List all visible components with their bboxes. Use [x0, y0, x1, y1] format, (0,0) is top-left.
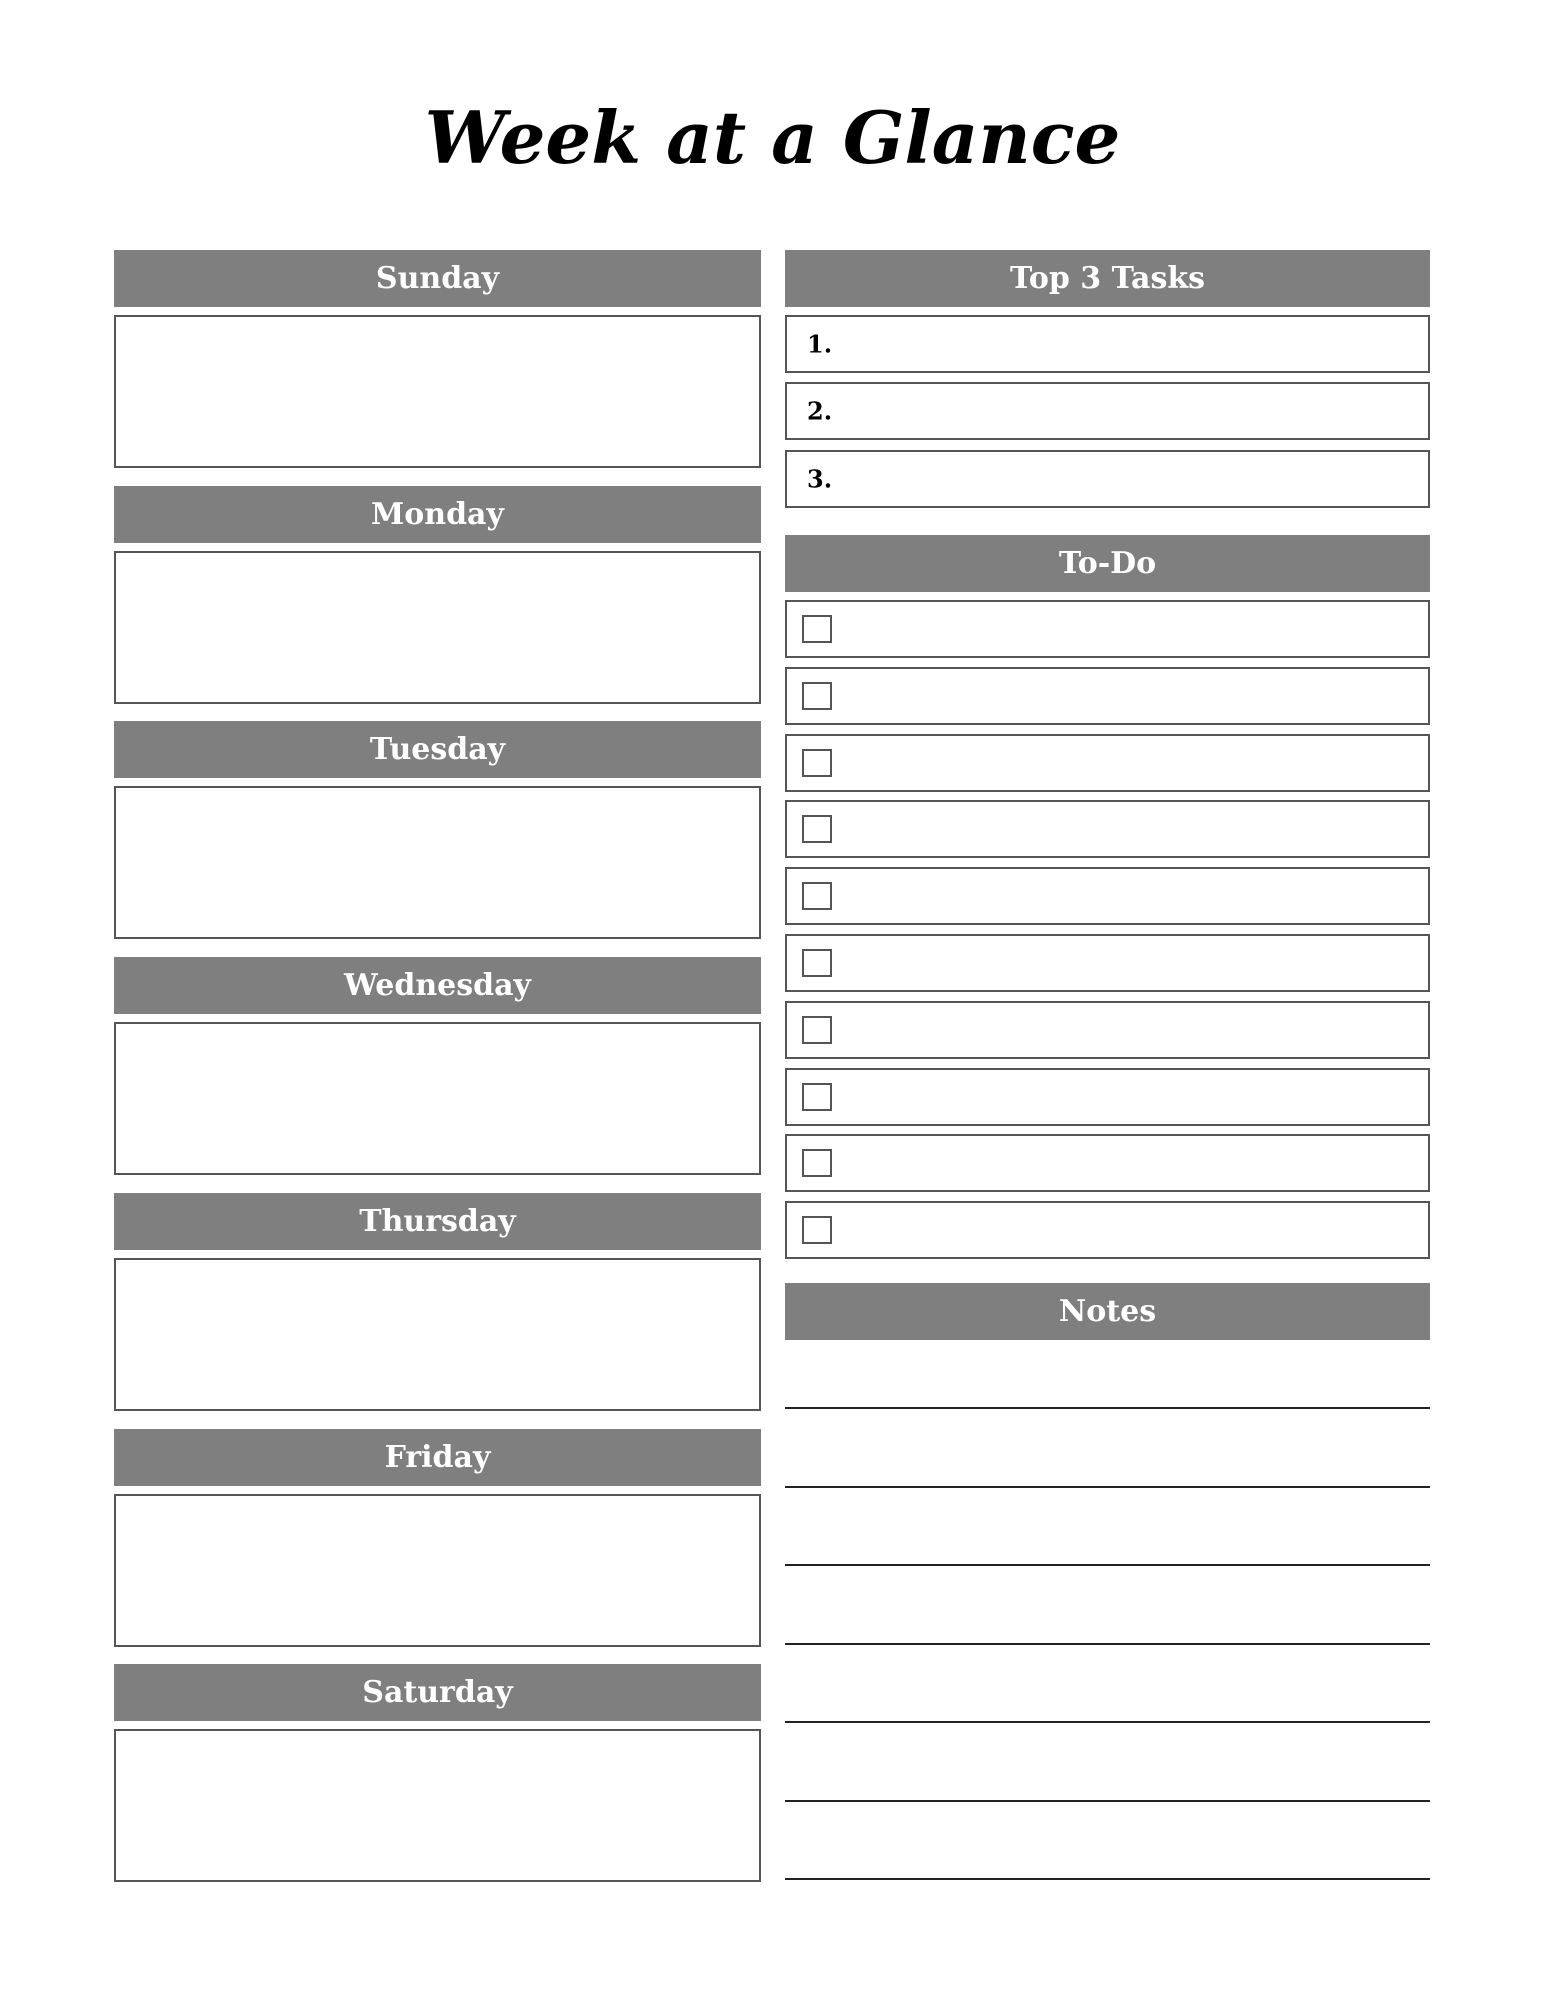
checkbox-icon[interactable] [802, 749, 832, 777]
notes-line[interactable] [785, 1800, 1430, 1802]
day-header-monday: Monday [114, 486, 761, 543]
day-box-wednesday[interactable] [114, 1022, 761, 1175]
notes-line[interactable] [785, 1486, 1430, 1488]
day-box-tuesday[interactable] [114, 786, 761, 939]
todo-row[interactable] [785, 1201, 1430, 1259]
notes-line[interactable] [785, 1407, 1430, 1409]
day-header-thursday: Thursday [114, 1193, 761, 1250]
day-box-monday[interactable] [114, 551, 761, 704]
todo-row[interactable] [785, 934, 1430, 992]
top-tasks-header: Top 3 Tasks [785, 250, 1430, 307]
task-number: 3. [807, 464, 833, 494]
day-box-sunday[interactable] [114, 315, 761, 468]
day-box-friday[interactable] [114, 1494, 761, 1647]
todo-row[interactable] [785, 800, 1430, 858]
todo-row[interactable] [785, 1134, 1430, 1192]
todo-row[interactable] [785, 867, 1430, 925]
top-task-row[interactable] [785, 382, 1430, 440]
day-box-thursday[interactable] [114, 1258, 761, 1411]
task-number: 2. [807, 396, 833, 426]
todo-row[interactable] [785, 667, 1430, 725]
day-header-saturday: Saturday [114, 1664, 761, 1721]
day-header-friday: Friday [114, 1429, 761, 1486]
checkbox-icon[interactable] [802, 1083, 832, 1111]
checkbox-icon[interactable] [802, 882, 832, 910]
todo-row[interactable] [785, 1001, 1430, 1059]
day-header-wednesday: Wednesday [114, 957, 761, 1014]
day-header-sunday: Sunday [114, 250, 761, 307]
checkbox-icon[interactable] [802, 1149, 832, 1177]
checkbox-icon[interactable] [802, 949, 832, 977]
notes-line[interactable] [785, 1878, 1430, 1880]
top-task-row[interactable] [785, 450, 1430, 508]
checkbox-icon[interactable] [802, 682, 832, 710]
notes-line[interactable] [785, 1564, 1430, 1566]
notes-header: Notes [785, 1283, 1430, 1340]
page-title: Week at a Glance [424, 95, 1121, 180]
checkbox-icon[interactable] [802, 1216, 832, 1244]
notes-line[interactable] [785, 1721, 1430, 1723]
todo-header: To-Do [785, 535, 1430, 592]
day-header-tuesday: Tuesday [114, 721, 761, 778]
task-number: 1. [807, 329, 833, 359]
notes-line[interactable] [785, 1643, 1430, 1645]
todo-row[interactable] [785, 734, 1430, 792]
todo-row[interactable] [785, 600, 1430, 658]
todo-row[interactable] [785, 1068, 1430, 1126]
checkbox-icon[interactable] [802, 1016, 832, 1044]
checkbox-icon[interactable] [802, 615, 832, 643]
day-box-saturday[interactable] [114, 1729, 761, 1882]
top-task-row[interactable] [785, 315, 1430, 373]
checkbox-icon[interactable] [802, 815, 832, 843]
